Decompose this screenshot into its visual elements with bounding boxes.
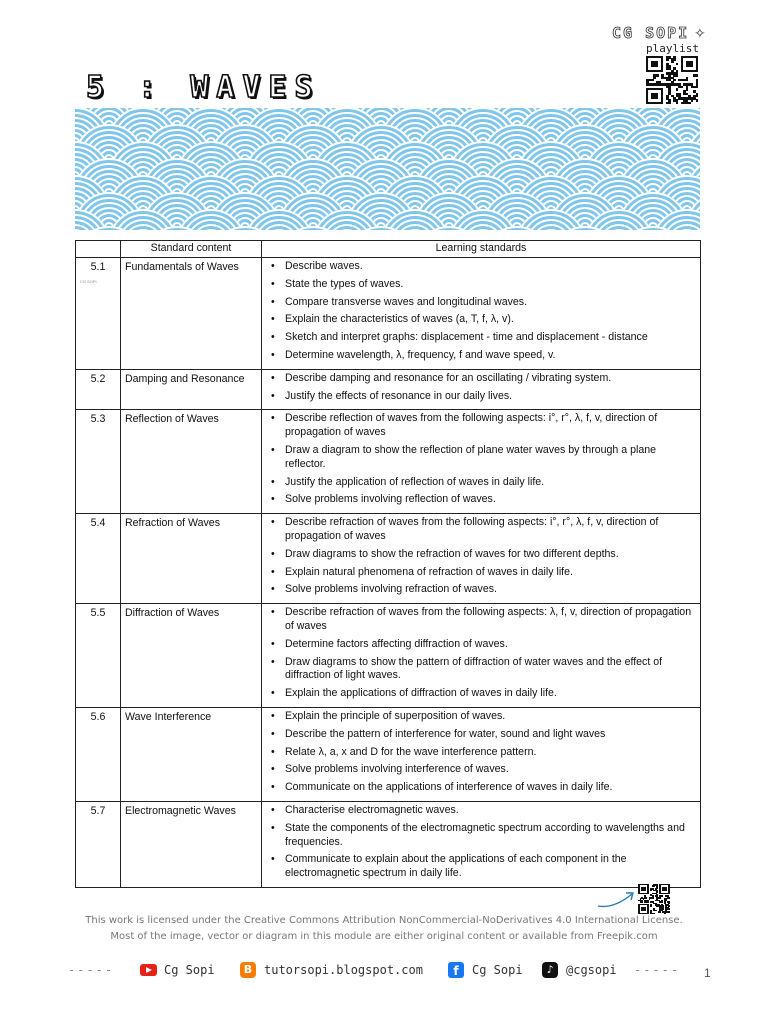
table-row (76, 707, 701, 801)
learning-standards-table (75, 240, 701, 888)
section-number-label: 5.5 (90, 607, 106, 620)
learning-standards-cell (262, 604, 701, 708)
list-item: • State the components of the electromagnetic spectrum according to wavelengths and frequencies. (270, 822, 696, 850)
section-number (76, 258, 121, 370)
list-item: • Justify the application of reflection of waves in daily life. (270, 476, 696, 490)
header-learning-standards: Learning standards (262, 241, 701, 258)
list-item: • State the types of waves. (270, 278, 696, 292)
list-item: • Describe the pattern of interference for water, sound and light waves (270, 728, 696, 742)
list-item: • Explain natural phenomena of refraction of waves in daily life. (270, 566, 696, 580)
table-row (76, 410, 701, 514)
header-num (76, 241, 121, 258)
section-number (76, 801, 121, 887)
standards-list (270, 516, 696, 597)
standard-content-cell: Fundamentals of Waves (121, 258, 262, 370)
list-item: • Describe refraction of waves from the following aspects: i°, r°, λ, f, v, direction of propagation of waves (270, 516, 696, 544)
section-number (76, 707, 121, 801)
facebook-link[interactable]: Cg Sopi (472, 963, 523, 977)
waves-banner (75, 108, 700, 230)
list-item: • Describe waves. (270, 260, 696, 274)
section-number (76, 410, 121, 514)
table-row (76, 258, 701, 370)
section-number (76, 604, 121, 708)
list-item: • Solve problems involving refraction of waves. (270, 583, 696, 597)
list-item: • Describe damping and resonance for an oscillating / vibrating system. (270, 372, 696, 386)
qr-code-icon[interactable] (646, 56, 698, 104)
list-item: • Describe refraction of waves from the following aspects: λ, f, v, direction of propagation of waves (270, 606, 696, 634)
standard-content-cell: Reflection of Waves (121, 410, 262, 514)
footer-divider-right: ----- (634, 963, 681, 977)
table-header-row (76, 241, 701, 258)
tiktok-link[interactable]: @cgsopi (566, 963, 617, 977)
chapter-title: 5 : WAVES (86, 70, 321, 105)
standards-list (270, 412, 696, 507)
watermark-tag: CG SOPI (80, 278, 97, 284)
standard-content-cell: Electromagnetic Waves (121, 801, 262, 887)
section-number-label: 5.1 (90, 261, 106, 273)
learning-standards-cell (262, 514, 701, 604)
standards-list (270, 804, 696, 881)
tiktok-icon[interactable]: ♪ (542, 962, 558, 978)
list-item: • Sketch and interpret graphs: displacement - time and displacement - distance (270, 331, 696, 345)
list-item: • Characterise electromagnetic waves. (270, 804, 696, 818)
standards-list (270, 260, 696, 363)
list-item: • Draw diagrams to show the pattern of diffraction of water waves and the effect of diffraction of light waves. (270, 656, 696, 684)
section-number-label: 5.3 (90, 413, 106, 426)
blog-link[interactable]: tutorsopi.blogspot.com (264, 963, 423, 977)
credit-text: Most of the image, vector or diagram in this module are either original content or available from Freepik.com (110, 931, 658, 942)
standard-content-cell: Refraction of Waves (121, 514, 262, 604)
page-number: 1 (704, 966, 711, 980)
playlist-label: playlist (646, 42, 699, 55)
table-row (76, 369, 701, 410)
standards-list (270, 710, 696, 795)
brand-logo: CG SOPI (612, 24, 690, 42)
facebook-icon[interactable]: f (448, 962, 464, 978)
standards-list (270, 372, 696, 404)
learning-standards-cell (262, 707, 701, 801)
list-item: • Solve problems involving interference of waves. (270, 763, 696, 777)
youtube-icon[interactable] (140, 964, 157, 976)
standard-content-cell: Wave Interference (121, 707, 262, 801)
table-row (76, 514, 701, 604)
learning-standards-cell (262, 801, 701, 887)
sparkle-icon: ✧ (694, 26, 706, 42)
learning-standards-cell (262, 258, 701, 370)
list-item: • Determine factors affecting diffraction of waves. (270, 638, 696, 652)
section-number-label: 5.7 (90, 804, 106, 817)
list-item: • Explain the characteristics of waves (a, T, f, λ, v). (270, 313, 696, 327)
learning-standards-cell (262, 410, 701, 514)
qr-code-icon[interactable] (638, 884, 670, 914)
table-row (76, 604, 701, 708)
list-item: • Solve problems involving reflection of waves. (270, 493, 696, 507)
section-number-label: 5.2 (90, 372, 106, 385)
section-number-label: 5.4 (90, 517, 106, 530)
section-number (76, 514, 121, 604)
list-item: • Explain the applications of diffraction of waves in daily life. (270, 687, 696, 701)
table-row (76, 801, 701, 887)
list-item: • Communicate on the applications of interference of waves in daily life. (270, 781, 696, 795)
list-item: • Relate λ, a, x and D for the wave interference pattern. (270, 746, 696, 760)
section-number-label: 5.6 (90, 710, 106, 723)
standard-content-cell: Diffraction of Waves (121, 604, 262, 708)
learning-standards-cell (262, 369, 701, 410)
list-item: • Compare transverse waves and longitudinal waves. (270, 296, 696, 310)
standard-content-cell: Damping and Resonance (121, 369, 262, 410)
section-number (76, 369, 121, 410)
list-item: • Draw a diagram to show the reflection of plane water waves by through a plane reflector. (270, 444, 696, 472)
footer-divider-left: ----- (68, 963, 115, 977)
list-item: • Justify the effects of resonance in our daily lives. (270, 390, 696, 404)
youtube-link[interactable]: Cg Sopi (164, 963, 215, 977)
list-item: • Explain the principle of superposition of waves. (270, 710, 696, 724)
footer (68, 960, 728, 984)
list-item: • Draw diagrams to show the refraction of waves for two different depths. (270, 548, 696, 562)
list-item: • Communicate to explain about the applications of each component in the electromagnetic spectrum in daily life. (270, 853, 696, 881)
arrow-icon (596, 888, 640, 910)
list-item: • Determine wavelength, λ, frequency, f and wave speed, v. (270, 349, 696, 363)
standards-list (270, 606, 696, 701)
blogger-icon[interactable]: B (240, 962, 256, 978)
list-item: • Describe reflection of waves from the following aspects: i°, r°, λ, f, v, direction of propagation of waves (270, 412, 696, 440)
header-standard-content: Standard content (121, 241, 262, 258)
license-text: This work is licensed under the Creative Commons Attribution NonCommercial-NoDerivatives 4.0 International License. (85, 915, 683, 926)
